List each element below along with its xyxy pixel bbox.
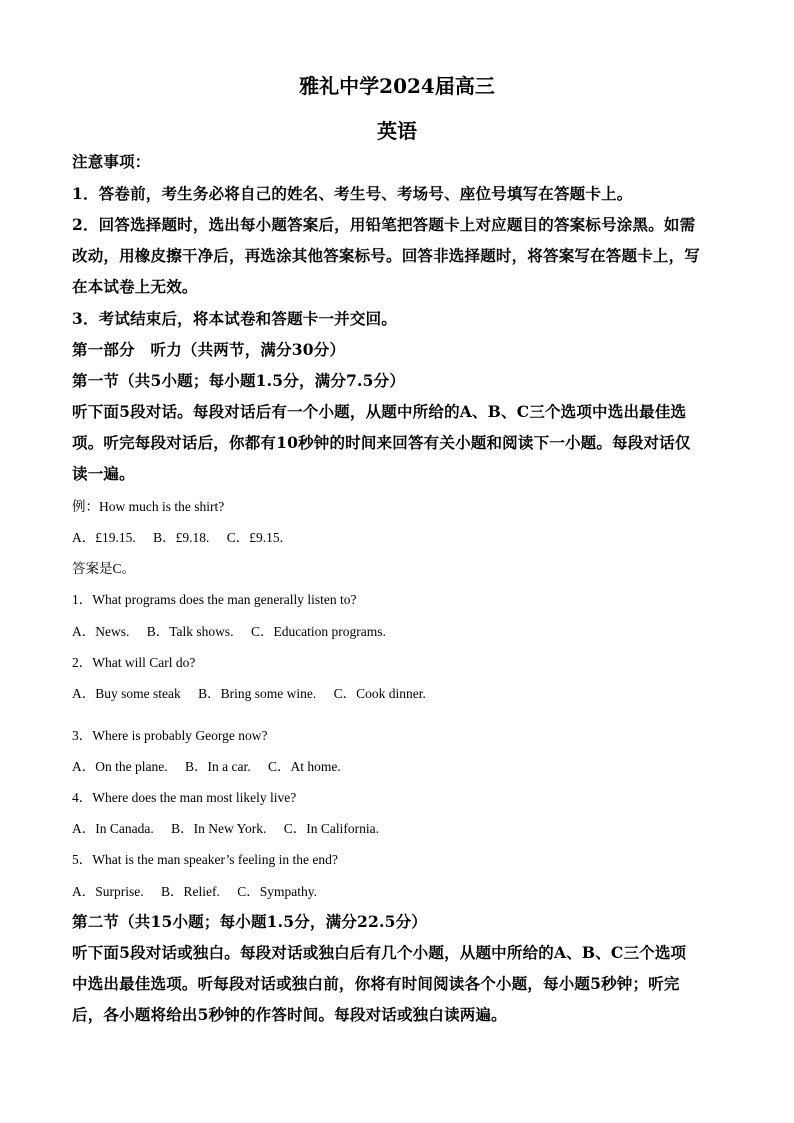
question-2-option-a: A．Buy some steak [72, 686, 181, 701]
question-4: 4．Where does the man most likely live? [72, 790, 297, 805]
question-1: 1．What programs does the man generally listen to? [72, 592, 357, 607]
question-1-option-b: B．Talk shows. [146, 624, 234, 639]
question-2-options [72, 682, 440, 702]
question-5-option-a: A．Surprise. [72, 884, 144, 899]
question-2: 2．What will Carl do? [72, 655, 196, 670]
example-option-b: B．£9.18. [153, 530, 210, 545]
question-2-option-b: B．Bring some wine. [198, 686, 317, 701]
question-3-option-b: B．In a car. [184, 759, 251, 774]
notice-heading: 注意事项： [72, 152, 151, 171]
example-question: 例：How much is the shirt? [72, 499, 225, 514]
section2-instruction-line-1: 听下面5段对话或独白。每段对话或独白后有几个小题，从题中所给的A、B、C三个选项 [72, 943, 687, 962]
section2-instruction-line-3: 后，各小题将给出5秒钟的作答时间。每段对话或独白读两遍。 [72, 1005, 507, 1024]
question-4-option-a: A．In Canada. [72, 821, 154, 836]
question-4-options [72, 817, 393, 837]
question-5-options [72, 880, 331, 900]
question-4-option-c: C．In California. [283, 821, 379, 836]
notice-item-2-line-1: 2．回答选择题时，选出每小题答案后，用铅笔把答题卡上对应题目的答案标号涂黑。如需 [72, 215, 696, 234]
section1-instruction-line-3: 读一遍。 [72, 464, 135, 483]
example-option-a: A．£19.15. [72, 530, 136, 545]
question-2-option-c: C．Cook dinner. [333, 686, 426, 701]
section2-instruction-line-2: 中选出最佳选项。听每段对话或独白前，你将有时间阅读各个小题，每小题5秒钟；听完 [72, 974, 680, 993]
question-1-options [72, 620, 400, 640]
section2-heading: 第二节（共15小题；每小题1.5分，满分22.5分） [72, 912, 427, 931]
example-answer: 答案是C。 [72, 561, 136, 576]
question-3-option-c: C．At home. [267, 759, 341, 774]
question-3: 3．Where is probably George now? [72, 728, 268, 743]
question-3-options [72, 755, 355, 775]
page-title: 雅礼中学2024届高三 [299, 74, 495, 98]
notice-item-2-line-2: 改动，用橡皮擦干净后，再选涂其他答案标号。回答非选择题时，将答案写在答题卡上，写 [72, 246, 701, 265]
question-1-option-c: C．Education programs. [250, 624, 386, 639]
section1-heading: 第一节（共5小题；每小题1.5分，满分7.5分） [72, 371, 406, 390]
question-5-option-b: B．Relief. [161, 884, 220, 899]
example-options [72, 526, 297, 546]
question-3-option-a: A．On the plane. [72, 759, 168, 774]
section1-instruction-line-1: 听下面5段对话。每段对话后有一个小题，从题中所给的A、B、C三个选项中选出最佳选 [72, 402, 687, 421]
question-5: 5．What is the man speaker’s feeling in the end? [72, 852, 338, 867]
notice-item-2-line-3: 在本试卷上无效。 [72, 277, 198, 296]
part1-heading: 第一部分 听力（共两节，满分30分） [72, 340, 346, 359]
notice-item-3: 3．考试结束后，将本试卷和答题卡一并交回。 [72, 309, 397, 328]
example-option-c: C．£9.15. [226, 530, 284, 545]
section1-instruction-line-2: 项。听完每段对话后，你都有10秒钟的时间来回答有关小题和阅读下一小题。每段对话仅 [72, 433, 691, 452]
question-4-option-b: B．In New York. [171, 821, 267, 836]
notice-item-1: 1．答卷前，考生务必将自己的姓名、考生号、考场号、座位号填写在答题卡上。 [72, 184, 633, 203]
question-1-option-a: A．News. [72, 624, 130, 639]
question-5-option-c: C．Sympathy. [237, 884, 318, 899]
subject-title: 英语 [377, 119, 417, 143]
